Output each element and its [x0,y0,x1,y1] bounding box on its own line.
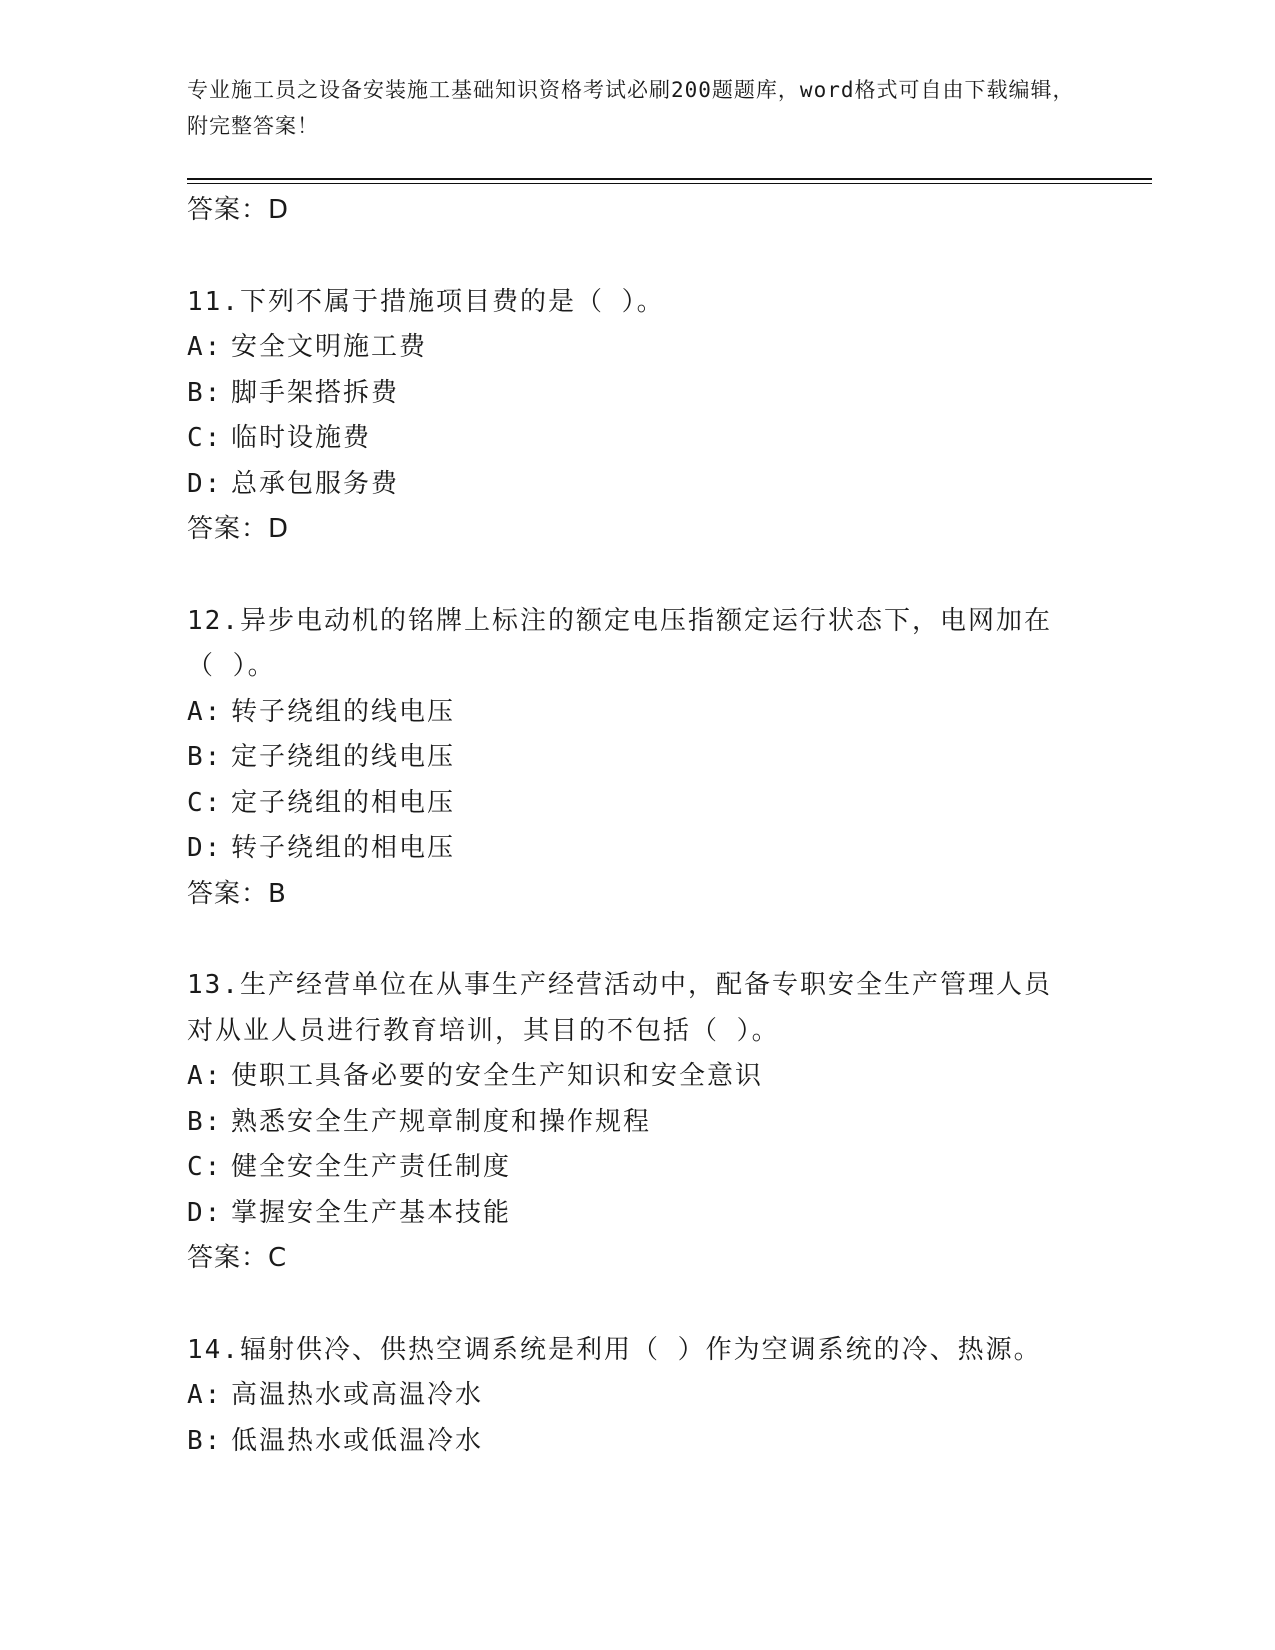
answer-line: 答案：D [187,195,290,225]
spacer [187,1282,1087,1328]
question-block [187,963,1087,1282]
option-b [187,1100,1087,1146]
question-stem: 13.生产经营单位在从事生产经营活动中，配备专职安全生产管理人员 [187,970,1052,1000]
answer-line: 答案：B [187,878,287,909]
option-text: 转子绕组的线电压 [231,696,456,727]
option-d [187,462,1087,508]
option-key: D: [187,833,223,863]
option-a [187,1373,1087,1419]
option-text: 安全文明施工费 [231,332,428,362]
option-key: B: [187,1425,223,1456]
answer-line: 答案：D [187,514,290,544]
option-text: 熟悉安全生产规章制度和操作规程 [231,1106,652,1137]
answer-line: 答案：C [187,1243,288,1273]
option-b [187,1419,1087,1465]
option-d [187,826,1087,872]
question-block [187,1328,1087,1465]
question-stem: 14.辐射供冷、供热空调系统是利用（ ）作为空调系统的冷、热源。 [187,1334,1042,1365]
spacer [187,917,1087,963]
header-divider-thin [187,183,1152,184]
header-divider-thick [187,178,1152,180]
question-block [187,599,1087,918]
question-stem-continued: （ ）。 [187,651,276,681]
option-c [187,416,1087,462]
option-c [187,1145,1087,1191]
option-text: 掌握安全生产基本技能 [231,1197,512,1228]
option-key: B: [187,377,223,408]
option-text: 高温热水或高温冷水 [231,1380,484,1410]
option-text: 临时设施费 [231,423,372,453]
option-key: A: [187,1380,223,1410]
option-text: 转子绕组的相电压 [231,833,456,863]
spacer [187,234,1087,280]
option-text: 健全安全生产责任制度 [231,1152,512,1182]
option-a [187,325,1087,371]
option-a [187,690,1087,736]
option-text: 定子绕组的相电压 [231,787,456,818]
option-c [187,781,1087,827]
option-key: A: [187,1061,223,1091]
question-stem: 12.异步电动机的铭牌上标注的额定电压指额定运行状态下，电网加在 [187,605,1052,636]
option-key: C: [187,1152,223,1182]
option-text: 定子绕组的线电压 [231,742,456,772]
option-key: D: [187,468,223,499]
option-key: C: [187,787,223,818]
question-stem: 11.下列不属于措施项目费的是（ ）。 [187,286,665,317]
option-key: C: [187,423,223,453]
option-key: A: [187,696,223,727]
spacer [187,553,1087,599]
option-b [187,735,1087,781]
document-header: 专业施工员之设备安装施工基础知识资格考试必刷200题题库，word格式可自由下载编辑，附完整答案！ [187,78,1075,138]
question-list [187,188,1087,1464]
option-key: B: [187,1106,223,1137]
option-text: 低温热水或低温冷水 [231,1425,484,1456]
option-text: 总承包服务费 [231,468,400,499]
option-a [187,1054,1087,1100]
question-stem-continued: 对从业人员进行教育培训，其目的不包括（ ）。 [187,1015,780,1046]
option-key: D: [187,1197,223,1228]
option-key: A: [187,332,223,362]
option-key: B: [187,742,223,772]
option-text: 脚手架搭拆费 [231,377,400,408]
option-b [187,371,1087,417]
option-text: 使职工具备必要的安全生产知识和安全意识 [231,1061,764,1091]
question-block [187,280,1087,553]
option-d [187,1191,1087,1237]
